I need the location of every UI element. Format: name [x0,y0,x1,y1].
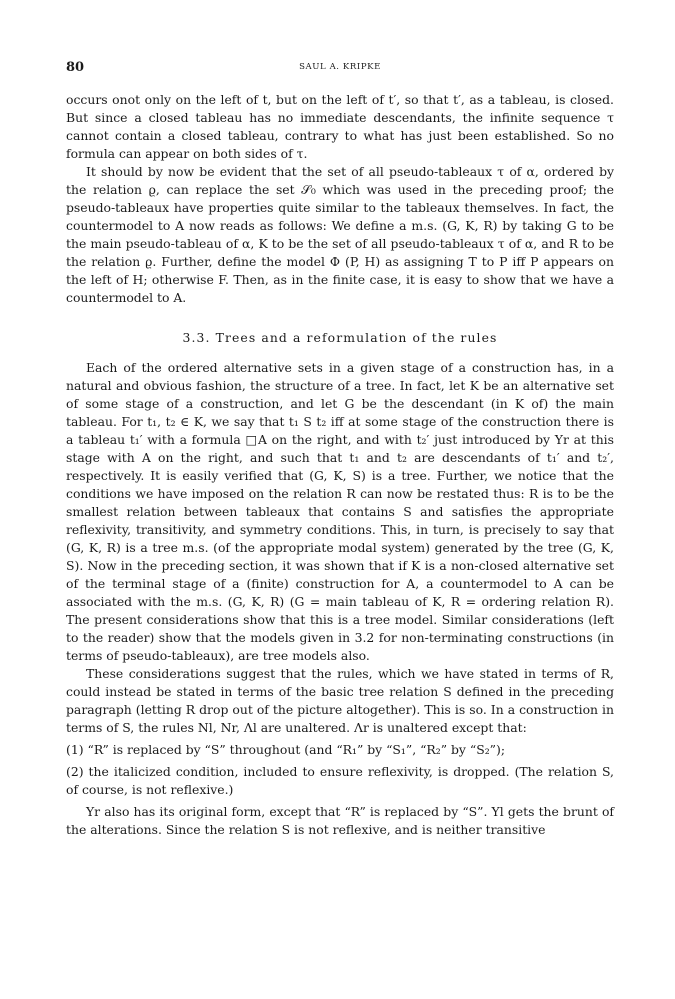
paragraph-considerations: These considerations suggest that the rules, which we have stated in terms of R, could instead be stated in terms of the basic tree relation S defined in the preceding paragraph (letting R drop out of the picture altogether). This is so. In a construction in terms of S, the rules Nl, Nr, Λl are unaltered. Λr is unaltered except that: [66,666,614,735]
list-item-2: (2) the italicized condition, included to ensure reflexivity, is dropped. (The relation S, of course, is not reflexive.) [66,764,614,797]
running-head: SAUL A. KRIPKE [299,62,381,72]
page-body [66,91,614,839]
page-header [66,60,614,76]
paragraph-yr: Yr also has its original form, except that “R” is replaced by “S”. Yl gets the brunt of the alterations. Since the relation S is not reflexive, and is neither transitive [66,804,614,837]
paragraph-pseudo-tableaux: It should by now be evident that the set of all pseudo-tableaux τ of α, ordered by the relation ϱ, can replace the set 𝒮₀ which was used in the preceding proof; the pseudo-tableaux have properties quite similar to the tableaux themselves. In fact, the countermodel to A now reads as follows: We define a m.s. (G, K, R) by taking G to be the main pseudo-tableau of α, K to be the set of all pseudo-tableaux τ of α, and R to be the relation ϱ. Further, define the model Φ (P, H) as assigning T to P iff P appears on the left of H; otherwise F. Then, as in the finite case, it is easy to show that we have a countermodel to A. [66,164,614,305]
list-item-1: (1) “R” is replaced by “S” throughout (and “R₁” by “S₁”, “R₂” by “S₂”); [66,742,506,757]
section-heading: 3.3. Trees and a reformulation of the rules [182,330,498,345]
paragraph-trees: Each of the ordered alternative sets in a given stage of a construction has, in a natural and obvious fashion, the structure of a tree. In fact, let K be an alternative set of some stage of a construction, and let G be the descendant (in K of) the main tableau. For t₁, t₂ ∈ K, we say that t₁ S t₂ iff at some stage of the construction there is a tableau t₁′ with a formula □A on the right, and with t₂′ just introduced by Yr at this stage with A on the right, and such that t₁ and t₂ are descendants of t₁′ and t₂′, respectively. It is easily verified that (G, K, S) is a tree. Further, we notice that the conditions we have imposed on the relation R can now be restated thus: R is to be the smallest relation between tableaux that contains S and satisfies the appropriate reflexivity, transitivity, and symmetry conditions. This, in turn, is precisely to say that (G, K, R) is a tree m.s. (of the appropriate modal system) generated by the tree (G, K, S). Now in the preceding section, it was shown that if K is a non-closed alternative set of the terminal stage of a (finite) construction for A, a countermodel to A can be associated with the m.s. (G, K, R) (G = main tableau of K, R = ordering relation R). The present considerations show that this is a tree model. Similar considerations (left to the reader) show that the models given in 3.2 for non-terminating constructions (in terms of pseudo-tableaux), are tree models also. [66,360,614,663]
paragraph-continuation: occurs onot only on the left of t, but on the left of t′, so that t′, as a tableau, is closed. But since a closed tableau has no immediate descendants, the infinite sequence τ cannot contain a closed tableau, contrary to what has just been established. So no formula can appear on both sides of τ. [66,92,614,161]
page-number: 80 [66,60,85,75]
